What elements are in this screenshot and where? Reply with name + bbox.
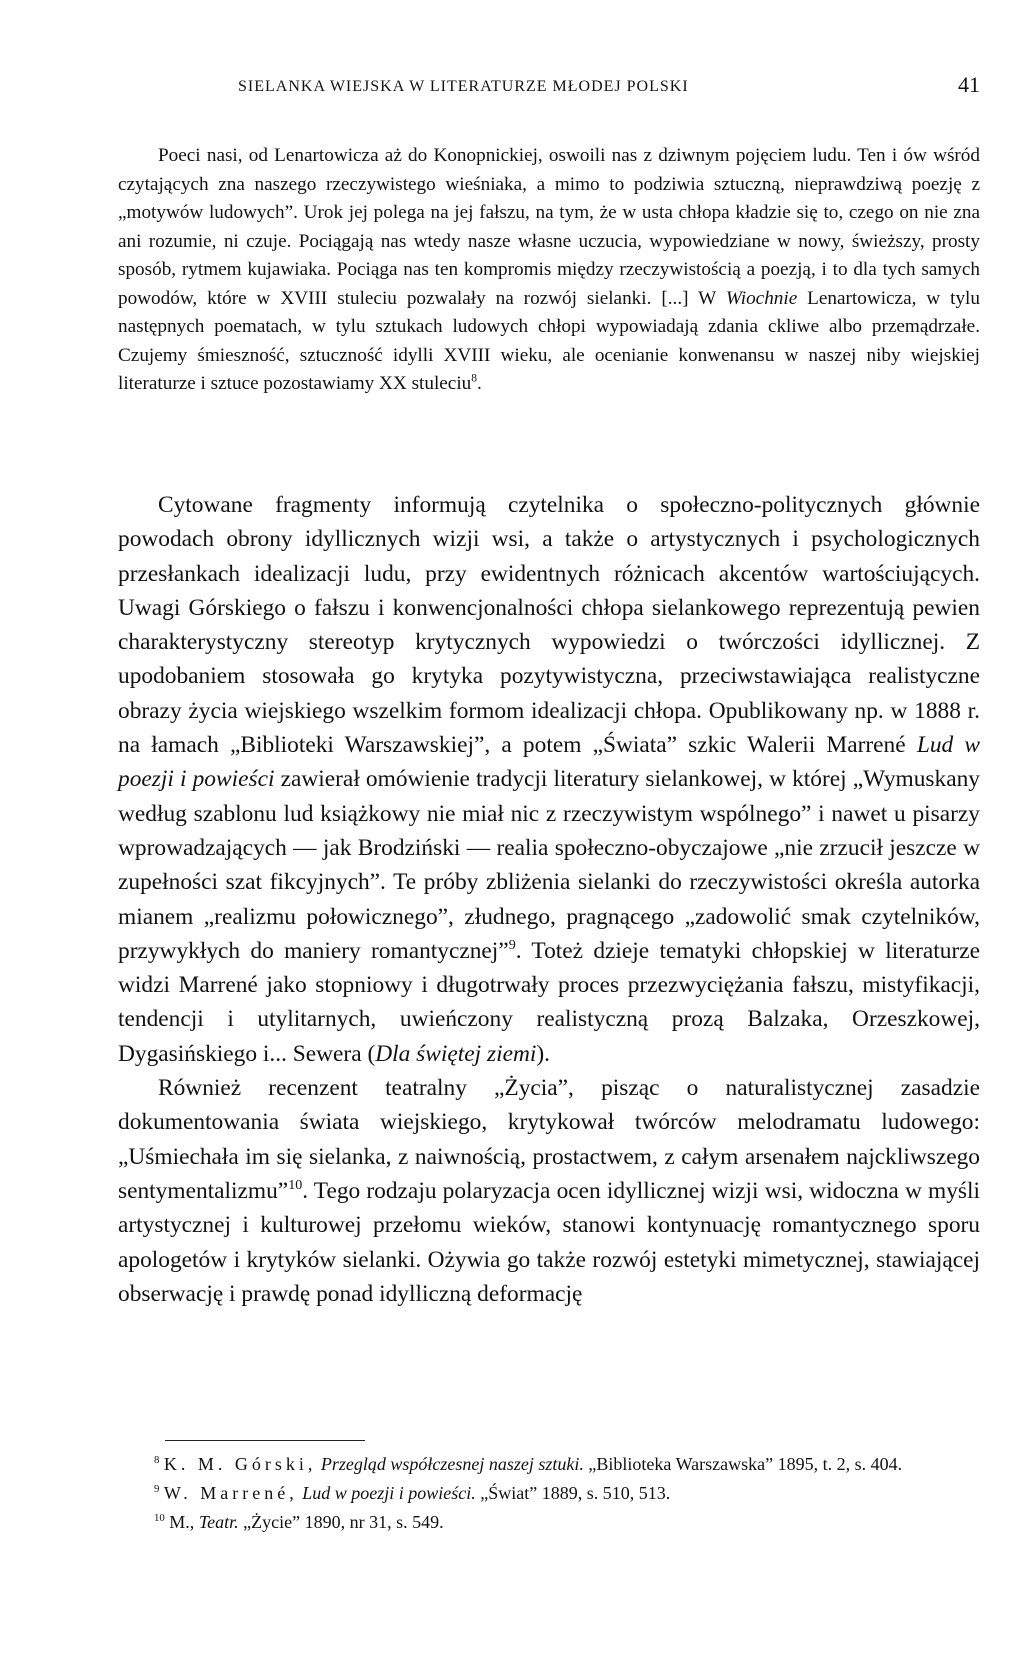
main-text: [118, 488, 980, 1311]
quote-title: Wiochnie: [725, 287, 798, 309]
paragraph: Również recenzent teatralny „Życia”, pisząc o naturalistycznej zasadzie dokumentowania świata wiejskiego, krytykował twórców melodramatu ludowego: „Uśmiechała im się sielanka, z naiwnością, prostactwem, z całym arsenałem najckliwszego sentymentalizmu”$^{10}$. Tego rodzaju polaryzacja ocen idyllicznej wizji wsi, widoczna w myśli artystycznej i kulturowej przełomu wieków, stanowi kontynuację romantycznego sporu apologetów i krytyków sielanki. Ożywia go także rozwój estetyki mimetycznej, stawiającej obserwację i prawdę ponad idylliczną deformację: [118, 1075, 980, 1307]
work-title: Lud w poezji i powieści: [118, 732, 980, 793]
block-quote: [118, 142, 980, 399]
quote-paragraph: Poeci nasi, od Lenartowicza aż do Konopnickiej, oswoili nas z dziwnym pojęciem ludu. Ten i ów wśród czytających zna naszego rzeczywistego wieśniaka, a mimo to podziwia sztuczną, nieprawdziwą poezję z „motywów ludowych”. Urok jej polega na jej fałszu, na tym, że w usta chłopa kładzie się to, czego on nie zna ani rozumie, ni czuje. Pociągają nas wtedy nasze własne uczucia, wypowiedziane w nowy, świeższy, prosty sposób, rytmem kujawiaka. Pociąga nas ten kompromis między rzeczywistością a poezją, i to dla tych samych powodów, które w XVIII stuleciu pozwalały na rozwój sielanki. [...] W Wiochnie Lenartowicza, w tylu następnych poematach, w tylu sztukach ludowych chłopi wypowiadają zdania ckliwe albo przemądrzałe. Czujemy śmieszność, sztuczność idylli XVIII wieku, ale ocenianie konwenansu w naszej niby wiejskiej literaturze i sztuce pozostawiamy XX stuleciu$^8$.: [118, 145, 980, 394]
footnote-ref: 10: [288, 1177, 303, 1194]
page-header: [118, 70, 980, 100]
footnote: $^{10}$ M., Teatr. „Życie” 1890, nr 31, s. 549.: [154, 1512, 444, 1532]
running-head: SIELANKA WIEJSKA W LITERATURZE MŁODEJ POLSKI: [238, 78, 689, 95]
footnote-ref: 8: [471, 372, 478, 385]
footnote-divider: [165, 1440, 365, 1441]
footnote-ref: 9: [508, 937, 516, 954]
work-title: Dla świętej ziemi: [375, 1040, 537, 1067]
paragraph: Cytowane fragmenty informują czytelnika o społeczno-politycznych głównie powodach obrony idyllicznych wizji wsi, a także o artystycznych i psychologicznych przesłankach idealizacji ludu, przy ewidentnych różnicach akcentów wartościujących. Uwagi Górskiego o fałszu i konwencjonalności chłopa sielankowego reprezentują pewien charakterystyczny stereotyp krytycznych wypowiedzi o twórczości idyllicznej. Z upodobaniem stosowała go krytyka pozytywistyczna, przeciwstawiająca realistyczne obrazy życia wiejskiego wszelkim formom idealizacji chłopa. Opublikowany np. w 1888 r. na łamach „Biblioteki Warszawskiej”, a potem „Świata” szkic Walerii Marrené Lud w poezji i powieści zawierał omówienie tradycji literatury sielankowej, w której „Wymuskany według szablonu lud książkowy nie miał nic z rzeczywistym wspólnego” i nawet u pisarzy wprowadzających — jak Brodziński — realia społeczno-obyczajowe „nie zrzucił jeszcze w zupełności szat fikcyjnych”. Te próby zbliżenia sielanki do rzeczywistości określa autorka mianem „realizmu połowicznego”, złudnego, pragnącego „zadowolić smak czytelników, przywykłych do maniery romantycznej”$^9$. Toteż dzieje tematyki chłopskiej w literaturze widzi Marrené jako stopniowy i długotrwały proces przezwyciężania fałszu, mistyfikacji, tendencji i utylitarnych, uwieńczony realistyczną prozą Balzaka, Orzeszkowej, Dygasińskiego i... Sewera (Dla świętej ziemi).: [118, 492, 980, 1067]
footnote: $^8$ K. M. Górski, Przegląd współczesnej naszej sztuki. „Biblioteka Warszawska” 1895, t. 2, s. 404.: [154, 1454, 903, 1474]
footnote: $^9$ W. Marrené, Lud w poezji i powieści. „Świat” 1889, s. 510, 513.: [154, 1483, 671, 1503]
page-number: 41: [958, 72, 980, 97]
footnotes: [118, 1450, 980, 1537]
